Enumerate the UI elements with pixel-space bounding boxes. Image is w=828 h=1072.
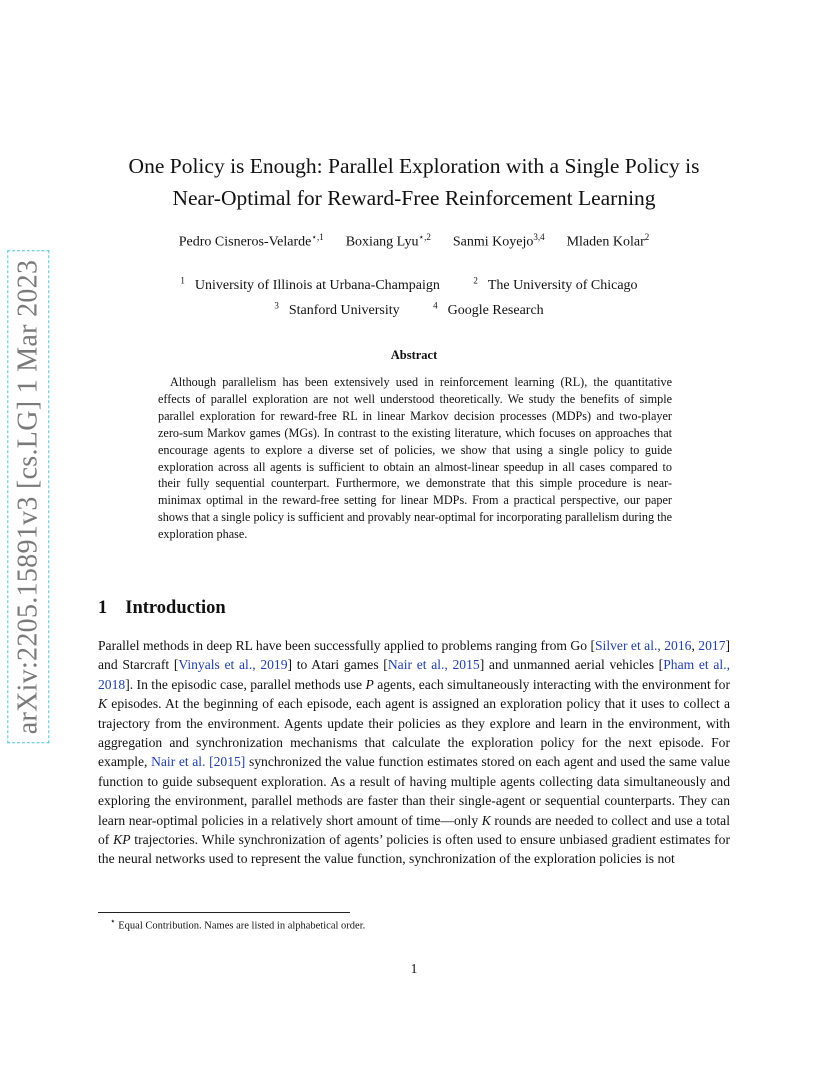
footnote-mark: ⋆ [110,916,116,926]
math-var: P [365,676,374,692]
arxiv-stamp [0,258,56,736]
arxiv-identifier[interactable]: arXiv:2205.15891v3 [cs.LG] 1 Mar 2023 [7,251,49,744]
section-number: 1 [98,598,108,618]
author: Boxiang Lyu$^{⋆,2}$ [345,232,431,250]
title-line-2: Near-Optimal for Reward-Free Reinforcement Learning [172,186,656,210]
citation-link[interactable]: Vinyals et al., 2019 [178,657,288,673]
section-heading [98,598,226,619]
footnote-text: Equal Contribution. Names are listed in alphabetical order. [118,920,366,932]
intro-paragraph: Parallel methods in deep RL have been successfully applied to problems ranging from Go [Silver et al., 2016, 2017] and Starcraft [Vinyals et al., 2019] to Atari games [Nair et al., 2015] and unmanned aerial vehicles [Pham et al., 2018]. In the episodic case, parallel methods use P agents, each simultaneously interacting with the environment for K episodes. At the beginning of each episode, each agent is assigned an exploration policy that it uses to collect a trajectory from the environment. Agents update their policies as they explore and learn in the environment, with aggregation and synchronization mechanisms that calculate the exploration policy for the next episode. For example, Nair et al. [2015] synchronized the value function estimates stored on each agent and used the same value function to guide subsequent exploration. As a result of having multiple agents collecting data simultaneously and exploring the environment, parallel methods are faster than their single-agent or sequential counterparts. They can learn near-optimal policies in a relatively short amount of time—only K rounds are needed to collect and use a total of KP trajectories. While synchronization of agents’ policies is often used to ensure unbiased gradient estimates for the neural networks used to represent the value function, synchronization of the exploration policies is not [98,638,731,867]
title-line-1: One Policy is Enough: Parallel Exploration with a Single Policy is [128,154,700,178]
footnote-rule [98,912,350,913]
affiliation: $^2$ The University of Chicago [473,275,638,293]
affiliation: $^4$ Google Research [433,300,544,319]
author-list [80,232,748,251]
affiliation: $^1$ University of Illinois at Urbana-Champaign [180,275,440,293]
math-var: K [98,696,108,712]
section-title: Introduction [125,598,226,618]
citation-link[interactable]: Nair et al., 2015 [387,657,480,673]
page-number: 1 [410,961,418,976]
citation-link[interactable]: Pham et al., 2018 [98,657,730,692]
citation-link[interactable]: Nair et al. [2015] [151,754,246,770]
footnote [110,916,365,932]
paper-title [80,150,748,214]
citation-link[interactable]: 2017 [698,638,726,653]
affiliations [80,270,748,321]
abstract-heading: Abstract [390,348,438,362]
author: Sanmi Koyejo$^{3,4}$ [452,232,545,250]
citation-link[interactable]: Silver et al., 2016 [595,638,692,653]
affiliation: $^3$ Stanford University [274,300,400,319]
math-var: KP [113,832,131,848]
math-var: K [481,812,491,828]
author: Mladen Kolar$^2$ [566,232,650,250]
abstract-text: Although parallelism has been extensively used in reinforcement learning (RL), the quantitative effects of parallel exploration are not well understood theoretically. We study the benefits of simple parallel exploration for reward-free RL in linear Markov decision processes (MDPs) and two-player zero-sum Markov games (MGs). In contrast to the existing literature, which focuses on approaches that encourage agents to explore a diverse set of policies, we show that using a single policy to guide exploration across all agents is sufficient to obtain an almost-linear speedup in all cases compared to their fully sequential counterpart. Furthermore, we demonstrate that this simple procedure is near-minimax optimal in the reward-free setting for linear MDPs. From a practical perspective, our paper shows that a single policy is sufficient and provably near-optimal for incorporating parallelism during the exploration phase. [158,375,672,542]
author: Pedro Cisneros-Velarde$^{⋆,1}$ [178,232,324,250]
